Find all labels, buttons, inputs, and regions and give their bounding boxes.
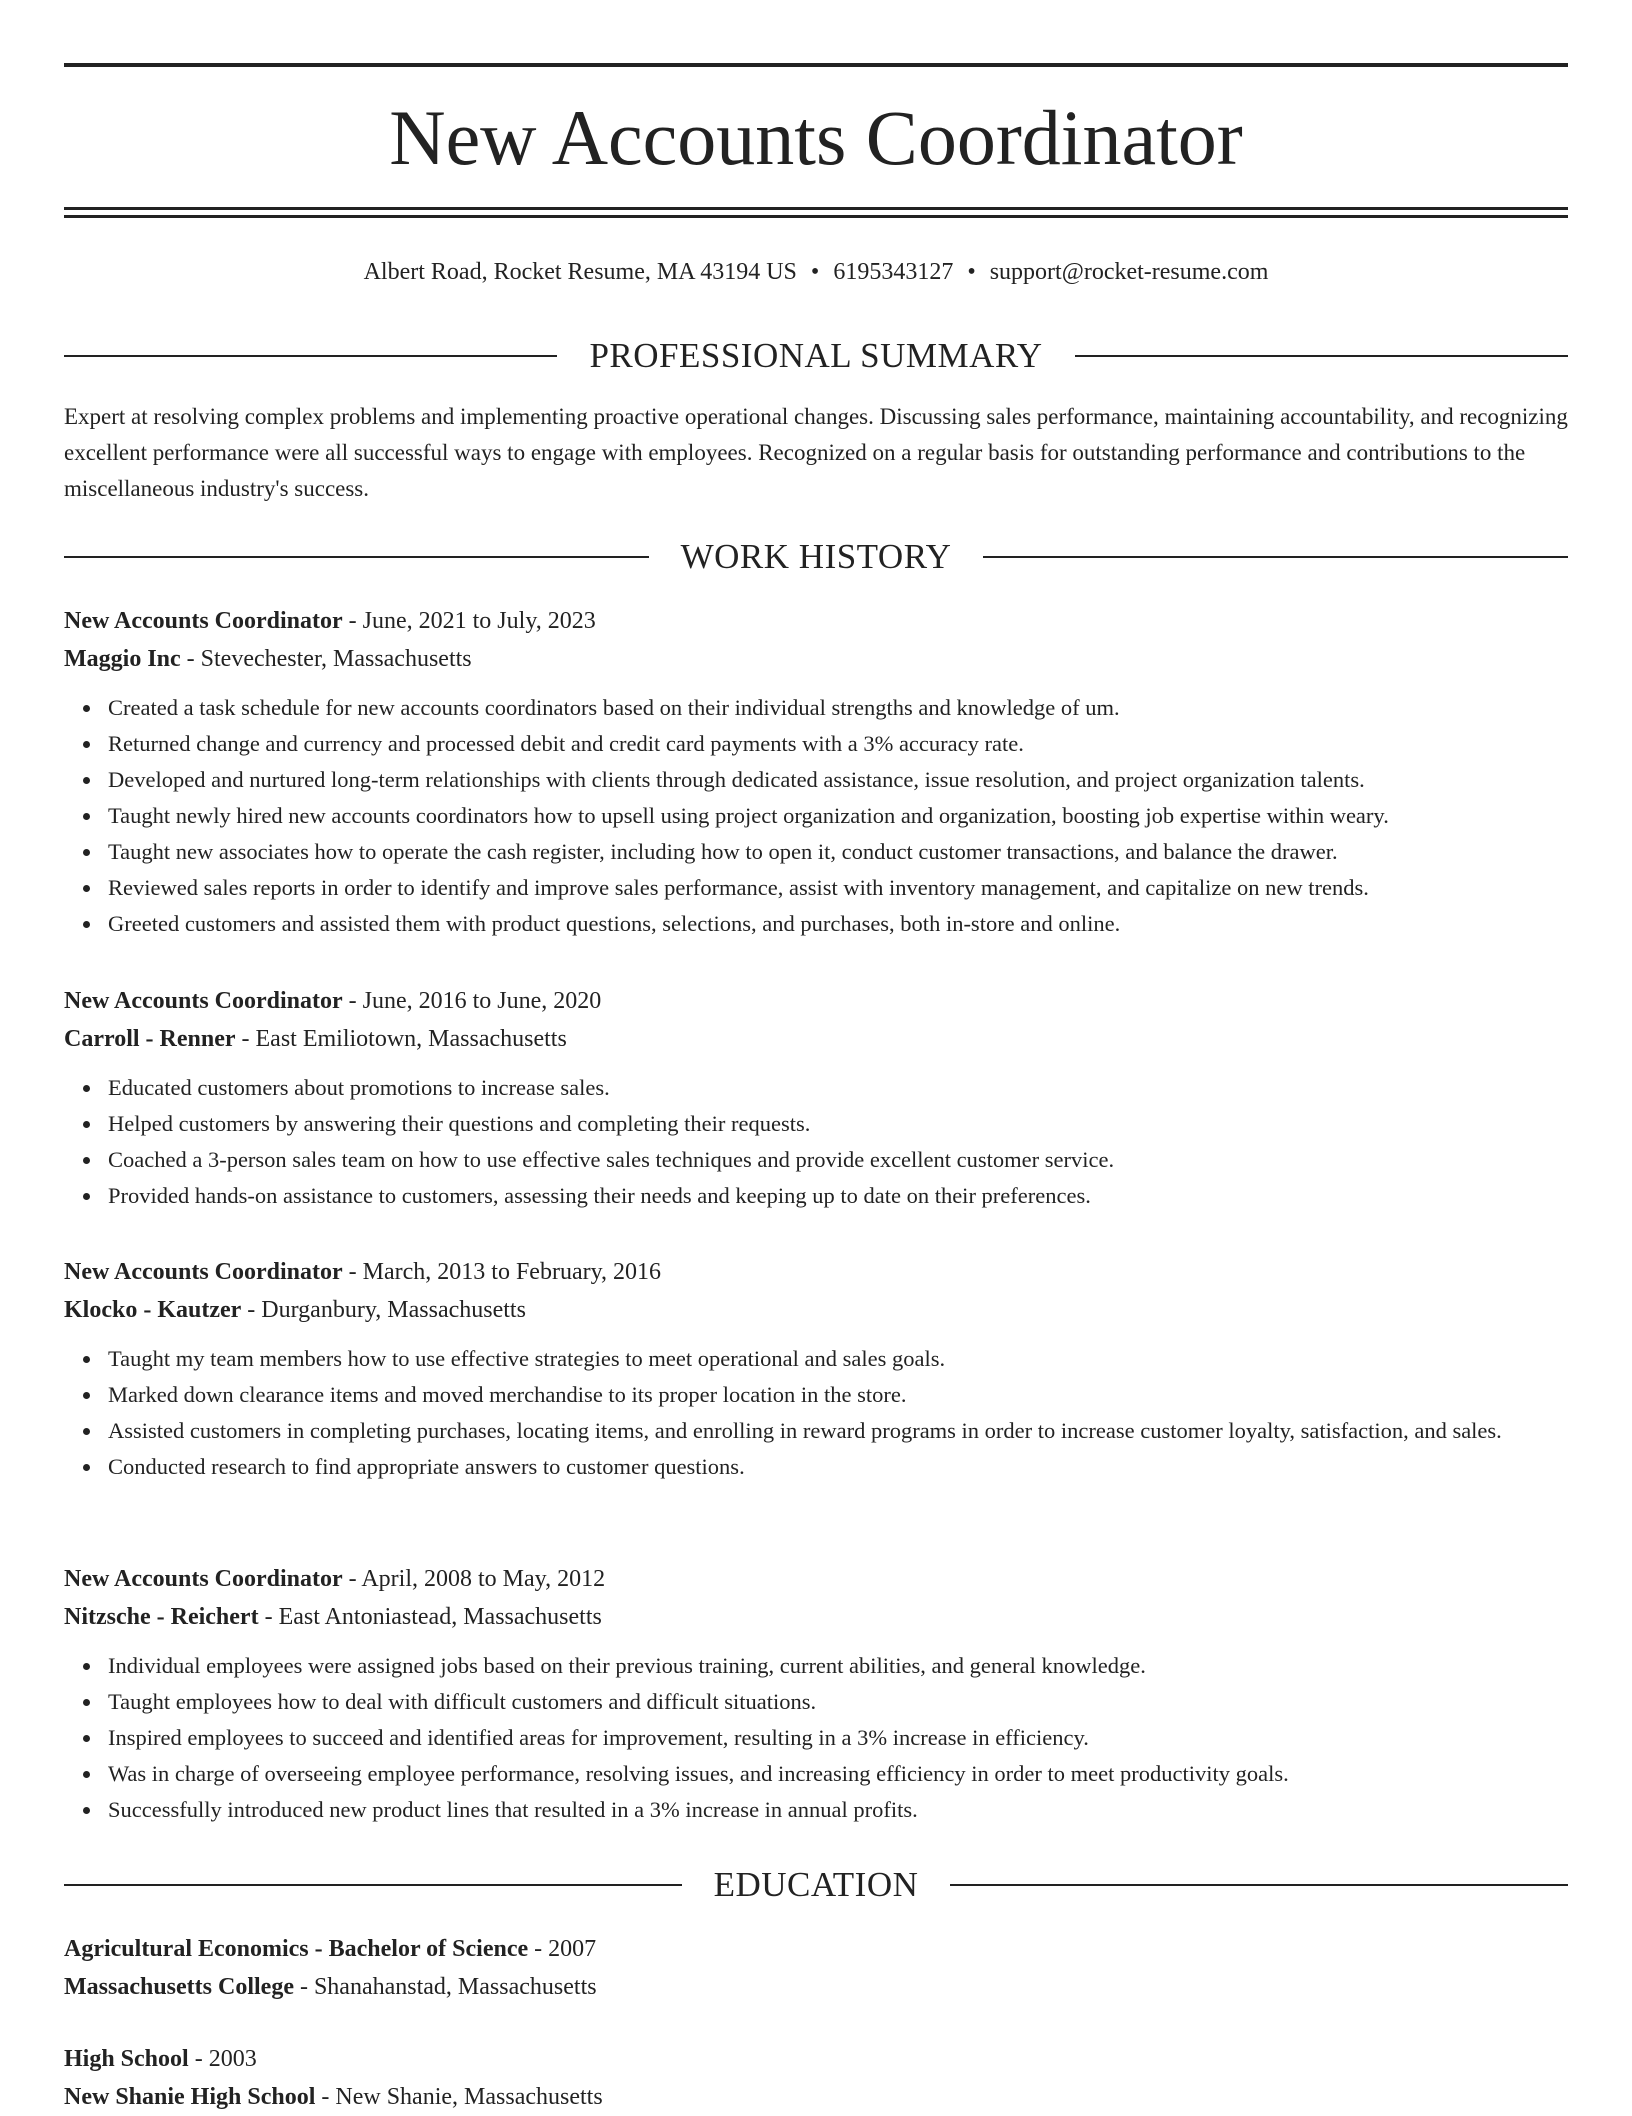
education-entry	[64, 1930, 1568, 2006]
job-dates: - June, 2021 to July, 2023	[342, 608, 596, 634]
bullet-item: Coached a 3-person sales team on how to use effective sales techniques and provide excellent customer service.	[108, 1142, 1568, 1178]
education-school-line	[64, 1968, 1568, 2006]
resume-name: New Accounts Coordinator	[389, 94, 1243, 181]
education-degree: Agricultural Economics - Bachelor of Science	[64, 1936, 529, 1962]
bullet-item: Developed and nurtured long-term relationships with clients through dedicated assistance, issue resolution, and project organization talents.	[108, 762, 1568, 798]
header-double-rule-upper	[64, 207, 1568, 210]
education-entry	[64, 2040, 1568, 2116]
job-location: - Durganbury, Massachusetts	[241, 1297, 526, 1323]
job-bullets	[64, 1648, 1568, 1828]
education-school-line	[64, 2078, 1568, 2116]
contact-phone: 6195343127	[833, 259, 954, 285]
job-bullets	[64, 1070, 1568, 1214]
bullet-item: Helped customers by answering their questions and completing their requests.	[108, 1106, 1568, 1142]
bullet-item: Successfully introduced new product lines that resulted in a 3% increase in annual profits.	[108, 1792, 1568, 1828]
job-company: Carroll - Renner	[64, 1026, 236, 1052]
education-location: - New Shanie, Massachusetts	[315, 2084, 603, 2110]
section-rule-left	[64, 1884, 682, 1886]
education-location: - Shanahanstad, Massachusetts	[293, 1974, 597, 2000]
education-degree-line	[64, 1930, 1568, 1968]
contact-email: support@rocket-resume.com	[989, 259, 1269, 285]
summary-text: Expert at resolving complex problems and implementing proactive operational changes. Discussing sales performance, maintaining accountability, and recognizing excellent performance were all successful ways to engage with employees. Recognized on a regular basis for outstanding performance and contributions to the miscellaneous industry's success.	[64, 404, 1568, 501]
job-bullets	[64, 690, 1568, 942]
section-rule-right	[950, 1884, 1568, 1886]
education-degree: High School	[64, 2046, 189, 2072]
education-school: New Shanie High School	[64, 2084, 316, 2110]
job-title-line	[64, 1253, 1568, 1291]
bullet-item: Assisted customers in completing purchases, locating items, and enrolling in reward programs in order to increase customer loyalty, satisfaction, and sales.	[108, 1413, 1568, 1449]
education-degree-line	[64, 2040, 1568, 2078]
section-rule-left	[64, 556, 649, 558]
header-double-rule-lower	[64, 215, 1568, 218]
job-company-line	[64, 1020, 1568, 1058]
job-title-line	[64, 602, 1568, 640]
bullet-item: Returned change and currency and processed debit and credit card payments with a 3% accuracy rate.	[108, 726, 1568, 762]
bullet-item: Reviewed sales reports in order to identify and improve sales performance, assist with inventory management, and capitalize on new trends.	[108, 870, 1568, 906]
contact-separator: •	[810, 259, 820, 285]
job-location: - Stevechester, Massachusetts	[180, 646, 472, 672]
bullet-item: Marked down clearance items and moved merchandise to its proper location in the store.	[108, 1377, 1568, 1413]
job-location: - East Antoniastead, Massachusetts	[258, 1604, 602, 1630]
job-title: New Accounts Coordinator	[64, 1259, 343, 1285]
bullet-item: Taught my team members how to use effective strategies to meet operational and sales goals.	[108, 1341, 1568, 1377]
contact-separator: •	[967, 259, 976, 285]
section-title: WORK HISTORY	[680, 537, 952, 576]
job-company: Nitzsche - Reichert	[64, 1604, 259, 1630]
education-year: - 2007	[528, 1936, 597, 1962]
section-heading-summary	[64, 334, 1568, 378]
bullet-item: Created a task schedule for new accounts coordinators based on their individual strengths and knowledge of um.	[108, 690, 1568, 726]
job-entry	[64, 1560, 1568, 1828]
bullet-item: Individual employees were assigned jobs based on their previous training, current abilities, and general knowledge.	[108, 1648, 1568, 1684]
job-title: New Accounts Coordinator	[64, 988, 343, 1014]
section-rule-right	[983, 556, 1568, 558]
job-title-line	[64, 1560, 1568, 1598]
bullet-item: Inspired employees to succeed and identified areas for improvement, resulting in a 3% increase in efficiency.	[108, 1720, 1568, 1756]
contact-address: Albert Road, Rocket Resume, MA 43194 US	[363, 259, 797, 285]
bullet-item: Taught employees how to deal with difficult customers and difficult situations.	[108, 1684, 1568, 1720]
bullet-item: Was in charge of overseeing employee performance, resolving issues, and increasing efficiency in order to meet productivity goals.	[108, 1756, 1568, 1792]
contact-line	[64, 256, 1568, 288]
job-title: New Accounts Coordinator	[64, 1566, 343, 1592]
job-entry	[64, 982, 1568, 1214]
education-year: - 2003	[188, 2046, 257, 2072]
job-dates: - June, 2016 to June, 2020	[342, 988, 602, 1014]
section-rule-right	[1075, 355, 1568, 357]
job-bullets	[64, 1341, 1568, 1485]
section-heading-work-history	[64, 535, 1568, 579]
job-company: Klocko - Kautzer	[64, 1297, 242, 1323]
section-title: EDUCATION	[713, 1865, 919, 1904]
job-company-line	[64, 1598, 1568, 1636]
bullet-item: Taught new associates how to operate the cash register, including how to open it, conduct customer transactions, and balance the drawer.	[108, 834, 1568, 870]
section-title: PROFESSIONAL SUMMARY	[589, 336, 1043, 375]
job-company: Maggio Inc	[64, 646, 181, 672]
job-title: New Accounts Coordinator	[64, 608, 343, 634]
section-rule-left	[64, 355, 557, 357]
job-location: - East Emiliotown, Massachusetts	[235, 1026, 567, 1052]
bullet-item: Greeted customers and assisted them with product questions, selections, and purchases, both in-store and online.	[108, 906, 1568, 942]
job-entry	[64, 1253, 1568, 1485]
job-dates: - April, 2008 to May, 2012	[342, 1566, 606, 1592]
header-top-rule	[64, 63, 1568, 67]
bullet-item: Educated customers about promotions to increase sales.	[108, 1070, 1568, 1106]
job-dates: - March, 2013 to February, 2016	[342, 1259, 662, 1285]
job-title-line	[64, 982, 1568, 1020]
job-entry	[64, 602, 1568, 942]
bullet-item: Provided hands-on assistance to customers, assessing their needs and keeping up to date on their preferences.	[108, 1178, 1568, 1214]
job-company-line	[64, 640, 1568, 678]
job-company-line	[64, 1291, 1568, 1329]
education-school: Massachusetts College	[64, 1974, 294, 2000]
bullet-item: Taught newly hired new accounts coordinators how to upsell using project organization and organization, boosting job expertise within weary.	[108, 798, 1568, 834]
bullet-item: Conducted research to find appropriate answers to customer questions.	[108, 1449, 1568, 1485]
section-heading-education	[64, 1863, 1568, 1907]
